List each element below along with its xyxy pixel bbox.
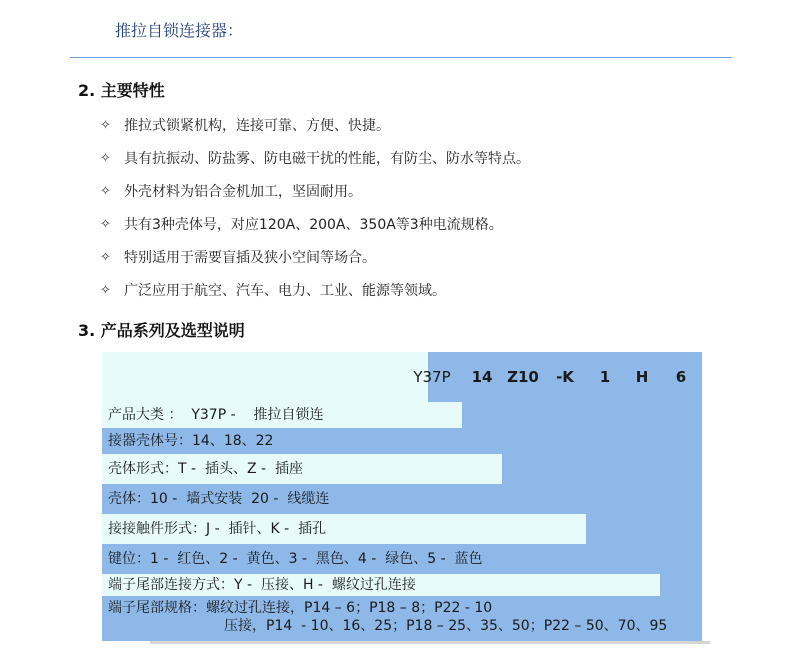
- code-6: 6: [675, 368, 687, 386]
- row-text: 壳体形式：T - 插头、Z - 插座: [108, 461, 303, 477]
- code-1: 1: [599, 368, 611, 386]
- feature-text: 外壳材料为铝合金机加工，坚固耐用。: [124, 184, 362, 200]
- feature-text: 推拉式锁紧机构，连接可靠、方便、快捷。: [124, 118, 390, 134]
- diamond-bullet-icon: ✧: [100, 217, 111, 232]
- diamond-bullet-icon: ✧: [100, 151, 111, 166]
- code-y37p: Y37P: [413, 368, 451, 386]
- page-title: 推拉自锁连接器：: [115, 21, 244, 40]
- code-14: 14: [471, 368, 493, 386]
- row-text: 产品大类 ： Y37P - 推拉自锁连: [108, 407, 324, 423]
- diamond-bullet-icon: ✧: [100, 118, 111, 133]
- row-shell-mount: [102, 484, 544, 514]
- feature-text: 具有抗振动、防盐雾、防电磁干扰的性能，有防尘、防水等特点。: [124, 151, 530, 167]
- row-text: 壳体：10 - 墙式安装 20 - 线缆连: [108, 491, 330, 507]
- row-text: 压接，P14 - 10、16、25；P18 – 25、35、50；P22 – 50、70、95: [224, 618, 668, 634]
- diagram-shadow: [150, 641, 710, 644]
- row-termination-method: [102, 574, 660, 596]
- row-shell-type: [102, 454, 502, 484]
- diamond-bullet-icon: ✧: [100, 184, 111, 199]
- feature-text: 共有3种壳体号，对应120A、200A、350A等3种电流规格。: [124, 217, 503, 233]
- feature-text: 特别适用于需要盲插及狭小空间等场合。: [124, 250, 376, 266]
- code-h: H: [635, 368, 649, 386]
- row-shell-size: [102, 428, 462, 454]
- feature-text: 广泛应用于航空、汽车、电力、工业、能源等领域。: [124, 283, 446, 299]
- section-2-heading: 2. 主要特性: [78, 81, 165, 100]
- row-text: 接器壳体号：14、18、22: [108, 433, 274, 449]
- row-contact-type: [102, 514, 586, 544]
- code-z10: Z10: [507, 368, 539, 386]
- code-k: -K: [556, 368, 574, 386]
- row-text: 端子尾部规格：螺纹过孔连接，P14 – 6；P18 – 8；P22 - 10: [108, 600, 493, 616]
- row-termination-spec: [102, 596, 702, 641]
- row-product-category: [102, 402, 428, 428]
- row-text: 键位：1 - 红色、2 - 黄色、3 - 黑色、4 - 绿色、5 - 蓝色: [108, 551, 483, 567]
- row-text: 端子尾部连接方式：Y - 压接、H - 螺纹过孔连接: [108, 577, 416, 593]
- row-text: 接接触件形式：J - 插针、K - 插孔: [108, 521, 327, 537]
- diamond-bullet-icon: ✧: [100, 283, 111, 298]
- row-keying: [102, 544, 624, 574]
- diamond-bullet-icon: ✧: [100, 250, 111, 265]
- section-3-heading: 3. 产品系列及选型说明: [78, 321, 245, 340]
